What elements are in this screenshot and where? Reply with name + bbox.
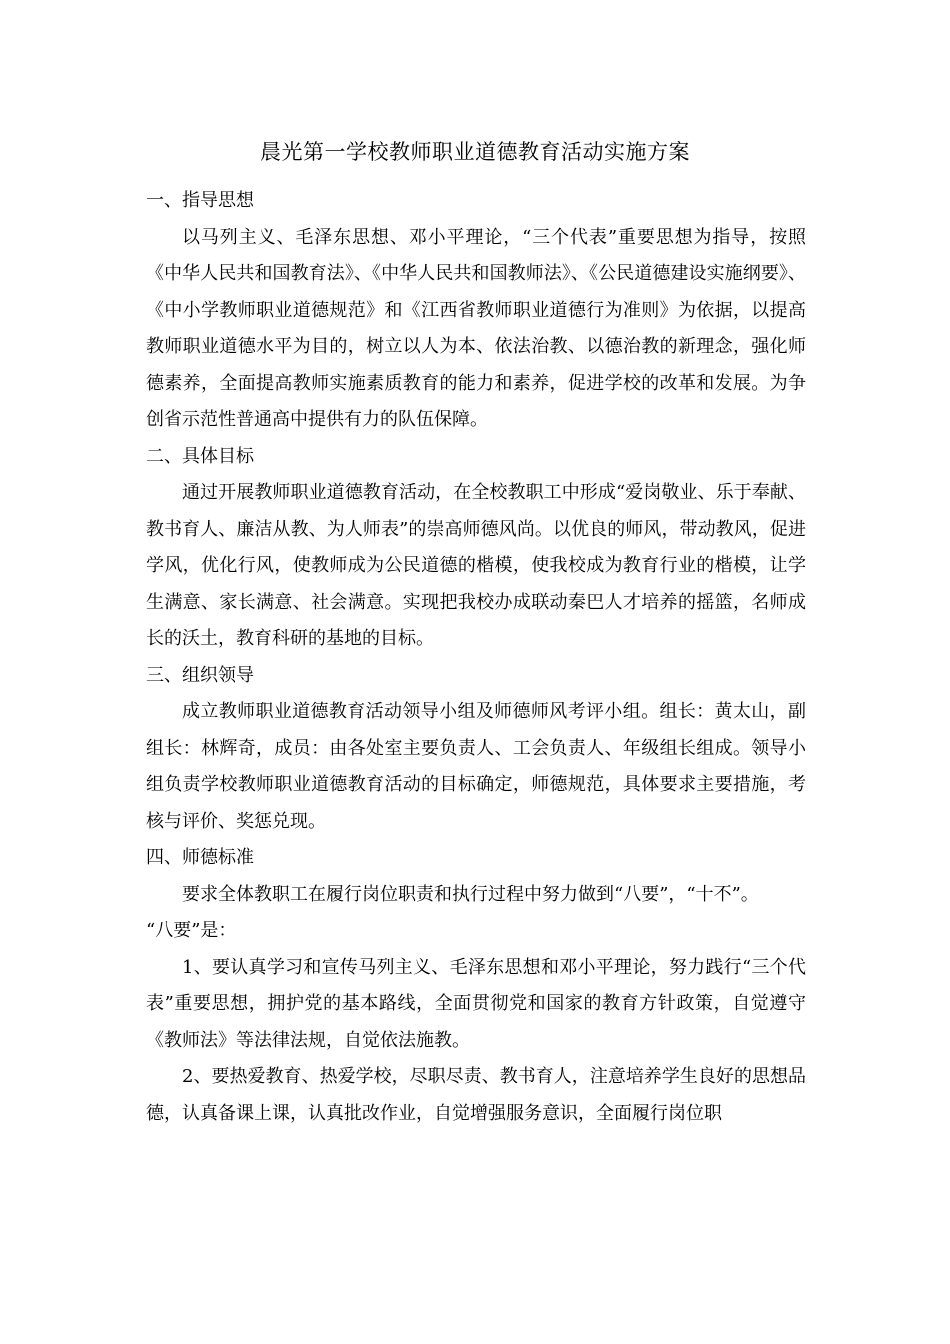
- paragraph-ethics-standards: 要求全体教职工在履行岗位职责和执行过程中努力做到“八要”，“十不”。: [182, 883, 759, 905]
- paragraph-organization: 成立教师职业道德教育活动领导小组及师德师风考评小组。组长：黄太山，副组长：林辉奇，成员：由各处室主要负责人、工会负责人、年级组长组成。领导小组负责学校教师职业道德教育活动的目标确定，师德规范，具体要求主要措施，考核与评价、奖惩兑现。: [146, 701, 806, 832]
- paragraph-guiding-ideology: 以马列主义、毛泽东思想、邓小平理论，“三个代表”重要思想为指导，按照《中华人民共和国教育法》、《中华人民共和国教师法》、《公民道德建设实施纲要》、《中小学教师职业道德规范》和《江西省教师职业道德行为准则》为依据，以提高教师职业道德水平为目的，树立以人为本、依法治教、以德治教的新理念，强化师德素养，全面提高教师实施素质教育的能力和素养，促进学校的改革和发展。为争创省示范性普通高中提供有力的队伍保障。: [146, 226, 806, 430]
- list-item-must-2: 2、要热爱教育、热爱学校，尽职尽责、教书育人，注意培养学生良好的思想品德，认真备课上课，认真批改作业，自觉增强服务意识，全面履行岗位职: [146, 1066, 806, 1124]
- section-heading-ethics-standards: 四、师德标准: [146, 847, 254, 868]
- section-heading-specific-goals: 二、具体目标: [146, 445, 254, 467]
- subheading-eight-musts: “八要”是：: [146, 920, 237, 941]
- document-title: 晨光第一学校教师职业道德教育活动实施方案: [260, 140, 690, 164]
- document-body: [146, 183, 806, 1132]
- section-heading-organization: 三、组织领导: [146, 664, 254, 686]
- paragraph-specific-goals: 通过开展教师职业道德教育活动，在全校教职工中形成“爱岗敬业、乐于奉献、教书育人、廉洁从教、为人师表”的崇高师德风尚。以优良的师风，带动教风，促进学风，优化行风，使教师成为公民道德的楷模，使我校成为教育行业的楷模，让学生满意、家长满意、社会满意。实现把我校办成联动秦巴人才培养的摇篮，名师成长的沃土，教育科研的基地的目标。: [146, 482, 806, 649]
- section-heading-guiding-ideology: 一、指导思想: [146, 190, 254, 211]
- list-item-must-1: 1、要认真学习和宣传马列主义、毛泽东思想和邓小平理论，努力践行“三个代表”重要思想，拥护党的基本路线，全面贯彻党和国家的教育方针政策，自觉遵守《教师法》等法律法规，自觉依法施教。: [146, 956, 806, 1051]
